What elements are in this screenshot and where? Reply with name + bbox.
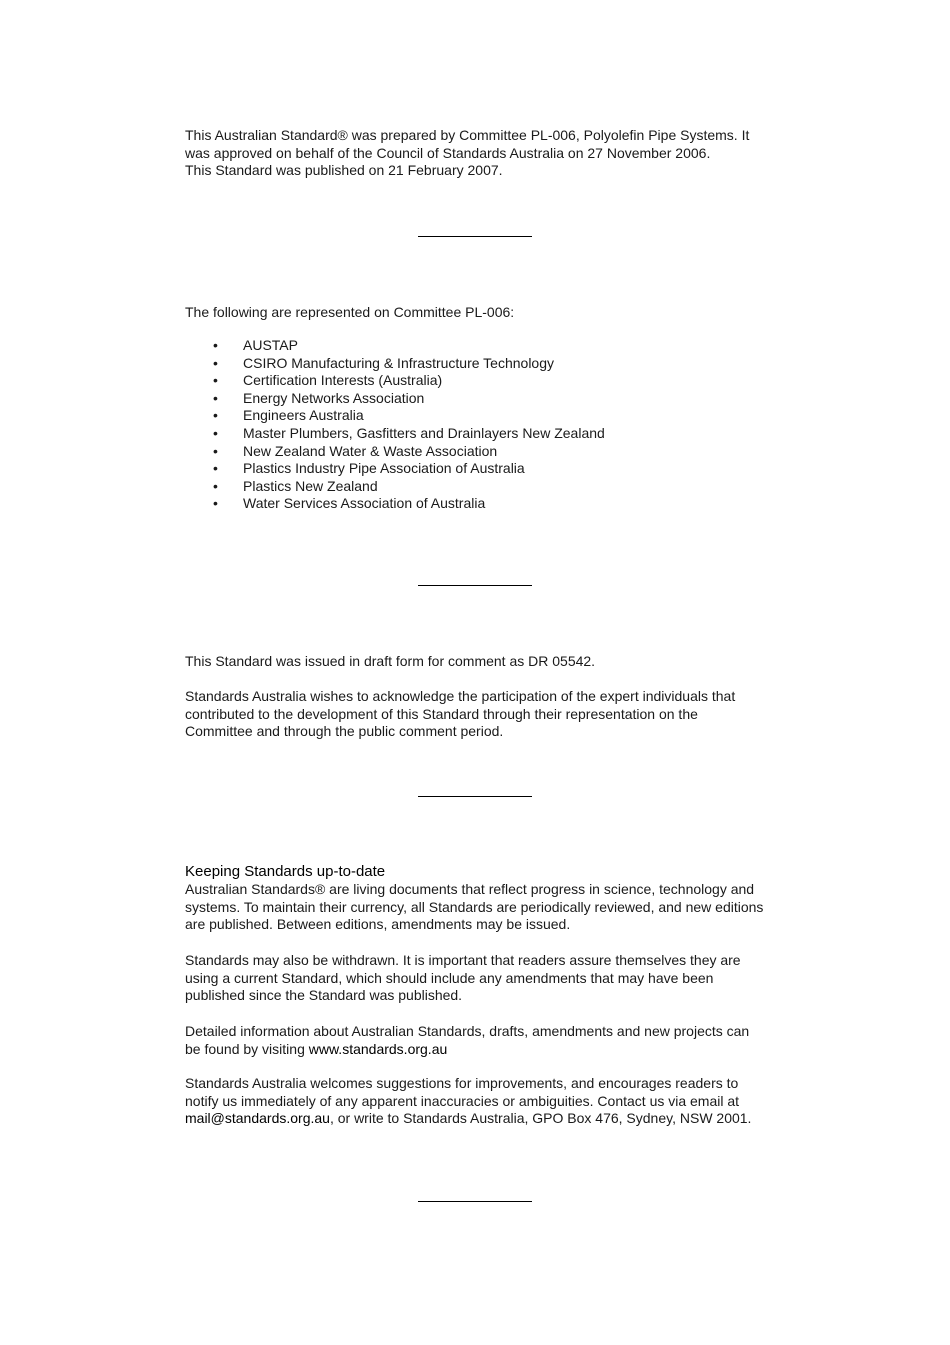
member-name: New Zealand Water & Waste Association xyxy=(243,442,498,459)
bullet-icon: • xyxy=(213,337,218,353)
bullet-icon: • xyxy=(213,477,218,494)
member-name: Engineers Australia xyxy=(243,407,364,424)
committee-intro-text: The following are represented on Committee PL-006: xyxy=(185,304,515,320)
list-item xyxy=(185,478,605,496)
section-divider xyxy=(418,796,532,797)
paragraph-line: notify us immediately of any apparent inaccuracies or ambiguities. Contact us via email at xyxy=(185,1092,740,1109)
list-item xyxy=(185,337,605,355)
section-divider xyxy=(418,236,532,237)
bullet-icon: • xyxy=(213,460,218,477)
list-item xyxy=(185,495,605,513)
bullet-icon: • xyxy=(213,354,218,371)
list-item xyxy=(185,443,605,461)
bullet-icon: • xyxy=(213,372,218,389)
member-name: AUSTAP xyxy=(243,337,298,353)
preparation-statement xyxy=(185,127,785,180)
member-name: Energy Networks Association xyxy=(243,389,425,406)
paragraph-line: Standards Australia welcomes suggestions for improvements, and encourages readers to xyxy=(185,1075,739,1091)
acknowledgement xyxy=(185,688,785,741)
acknowledgement-line-3: Committee and through the public comment period. xyxy=(185,723,504,740)
list-item xyxy=(185,390,605,408)
paragraph-text: be found by visiting xyxy=(185,1040,309,1057)
committee-intro xyxy=(185,304,785,322)
list-item xyxy=(185,460,605,478)
paragraph-line: Detailed information about Australian Standards, drafts, amendments and new projects can xyxy=(185,1023,750,1039)
paragraph-text: , or write to Standards Australia, GPO Box 476, Sydney, NSW 2001. xyxy=(329,1110,752,1127)
member-name: Certification Interests (Australia) xyxy=(243,372,443,389)
paragraph-line: systems. To maintain their currency, all Standards are periodically reviewed, and new editions xyxy=(185,898,764,915)
bullet-icon: • xyxy=(213,424,218,441)
member-name: Plastics Industry Pipe Association of Australia xyxy=(243,460,525,477)
member-name: CSIRO Manufacturing & Infrastructure Technology xyxy=(243,354,555,371)
email-link[interactable]: mail@standards.org.au xyxy=(185,1110,330,1127)
bullet-icon: • xyxy=(213,389,218,406)
preparation-line-2: was approved on behalf of the Council of Standards Australia on 27 November 2006. xyxy=(185,144,711,161)
list-item xyxy=(185,355,605,373)
keeping-up-to-date-section xyxy=(185,863,785,934)
withdrawn-paragraph xyxy=(185,952,785,1005)
acknowledgement-line-2: contributed to the development of this Standard through their representation on the xyxy=(185,705,698,722)
paragraph-line: using a current Standard, which should include any amendments that may have been xyxy=(185,969,714,986)
list-item xyxy=(185,425,605,443)
information-paragraph xyxy=(185,1023,785,1058)
member-name: Water Services Association of Australia xyxy=(243,495,486,512)
bullet-icon: • xyxy=(213,407,218,424)
member-name: Plastics New Zealand xyxy=(243,477,378,494)
draft-statement xyxy=(185,653,785,671)
preparation-line-1: This Australian Standard® was prepared by Committee PL-006, Polyolefin Pipe Systems. It xyxy=(185,127,750,143)
section-heading: Keeping Standards up-to-date xyxy=(185,863,386,880)
paragraph-line: are published. Between editions, amendments may be issued. xyxy=(185,916,571,933)
suggestions-paragraph xyxy=(185,1075,785,1128)
bullet-icon: • xyxy=(213,442,218,459)
list-item xyxy=(185,407,605,425)
website-link[interactable]: www.standards.org.au xyxy=(308,1040,448,1057)
paragraph-line: published since the Standard was published. xyxy=(185,987,463,1004)
section-divider xyxy=(418,1201,532,1202)
acknowledgement-line-1: Standards Australia wishes to acknowledge the participation of the expert individuals that xyxy=(185,688,736,704)
list-item xyxy=(185,372,605,390)
committee-members-list xyxy=(185,337,605,513)
paragraph-line xyxy=(185,1041,785,1059)
preparation-line-3: This Standard was published on 21 February 2007. xyxy=(185,162,503,179)
paragraph-line xyxy=(185,1110,785,1128)
paragraph-line: Australian Standards® are living documents that reflect progress in science, technology and xyxy=(185,881,755,897)
bullet-icon: • xyxy=(213,495,218,512)
paragraph-line: Standards may also be withdrawn. It is important that readers assure themselves they are xyxy=(185,952,741,968)
draft-issued-text: This Standard was issued in draft form for comment as DR 05542. xyxy=(185,653,596,669)
member-name: Master Plumbers, Gasfitters and Drainlayers New Zealand xyxy=(243,424,605,441)
section-divider xyxy=(418,585,532,586)
